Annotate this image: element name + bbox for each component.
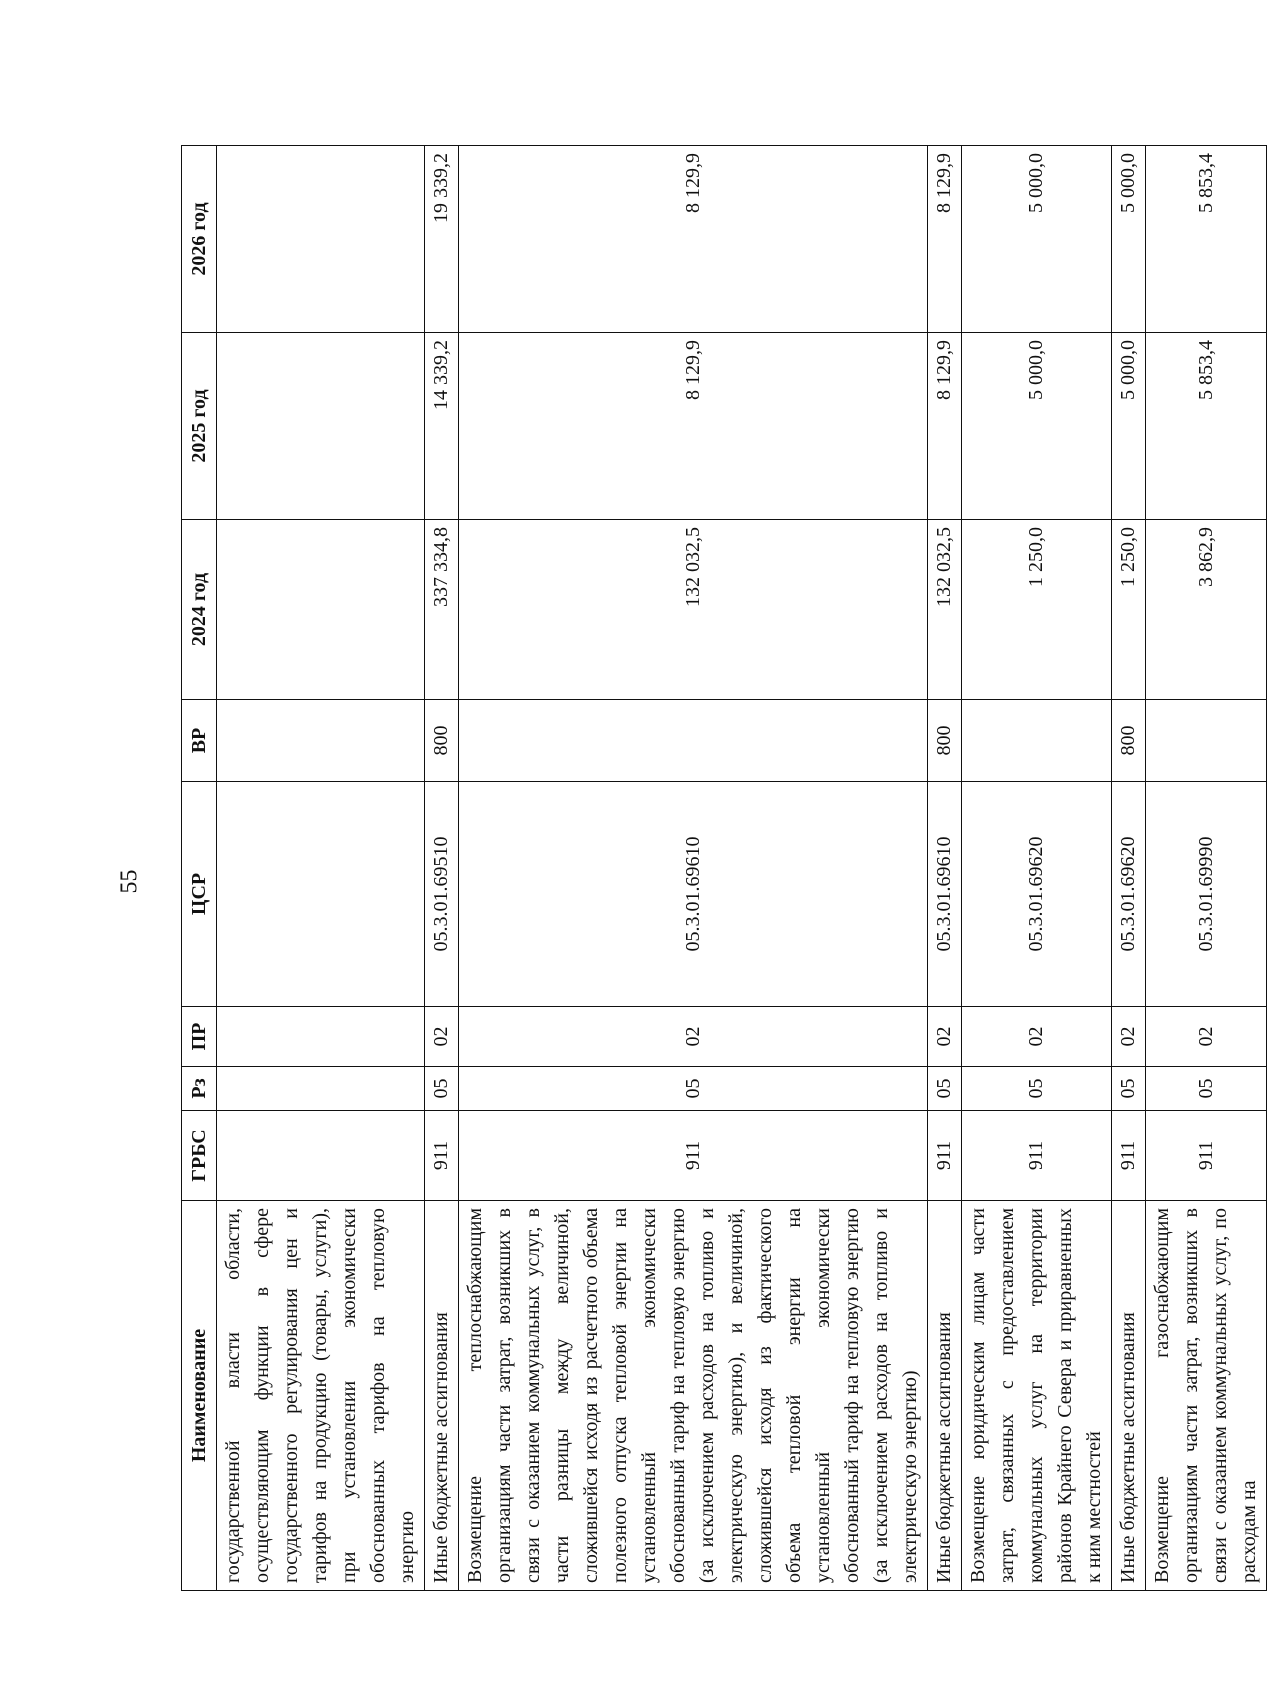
cell-2024: 337 334,8 xyxy=(425,520,459,700)
table-row xyxy=(425,146,459,1591)
cell-pr xyxy=(217,1007,425,1067)
header-vr: ВР xyxy=(182,700,217,782)
cell-2024: 1 250,0 xyxy=(962,520,1112,700)
cell-2026: 19 339,2 xyxy=(425,146,459,333)
cell-2026: 5 853,4 xyxy=(1146,146,1267,333)
table-row xyxy=(928,146,962,1591)
cell-2024: 3 862,9 xyxy=(1146,520,1267,700)
cell-name: Возмещение юридическим лицам части затрат, связанных с предоставлением коммунальных услуг на территории районов Крайнего Севера и приравненных к ним местностей xyxy=(962,1201,1112,1591)
header-pr: ПР xyxy=(182,1007,217,1067)
cell-vr xyxy=(217,700,425,782)
cell-vr xyxy=(962,700,1112,782)
table-row xyxy=(962,146,1112,1591)
cell-2024: 132 032,5 xyxy=(459,520,928,700)
cell-rz xyxy=(217,1067,425,1111)
cell-2025: 8 129,9 xyxy=(928,333,962,520)
cell-grbs: 911 xyxy=(1146,1111,1267,1201)
cell-csr: 05.3.01.69610 xyxy=(928,782,962,1007)
cell-2025: 5 000,0 xyxy=(1112,333,1146,520)
cell-csr: 05.3.01.69610 xyxy=(459,782,928,1007)
cell-pr: 02 xyxy=(962,1007,1112,1067)
cell-2025: 5 000,0 xyxy=(962,333,1112,520)
cell-grbs: 911 xyxy=(928,1111,962,1201)
cell-2024 xyxy=(217,520,425,700)
cell-2025: 8 129,9 xyxy=(459,333,928,520)
cell-2026: 5 000,0 xyxy=(1112,146,1146,333)
header-csr: ЦСР xyxy=(182,782,217,1007)
cell-csr: 05.3.01.69620 xyxy=(1112,782,1146,1007)
cell-grbs: 911 xyxy=(1112,1111,1146,1201)
cell-csr xyxy=(217,782,425,1007)
cell-vr xyxy=(459,700,928,782)
table-row xyxy=(1146,146,1267,1591)
cell-name: Возмещение газоснабжающим организациям части затрат, возникших в связи с оказанием коммунальных услуг, по расходам на xyxy=(1146,1201,1267,1591)
cell-pr: 02 xyxy=(1112,1007,1146,1067)
cell-grbs: 911 xyxy=(459,1111,928,1201)
rotated-table-area xyxy=(181,146,1260,1591)
budget-table xyxy=(181,145,1267,1591)
page-number: 55 xyxy=(116,869,143,894)
cell-grbs: 911 xyxy=(962,1111,1112,1201)
cell-2026 xyxy=(217,146,425,333)
cell-rz: 05 xyxy=(1112,1067,1146,1111)
header-name: Наименование xyxy=(182,1201,217,1591)
cell-vr xyxy=(1146,700,1267,782)
cell-rz: 05 xyxy=(962,1067,1112,1111)
cell-rz: 05 xyxy=(425,1067,459,1111)
table-row xyxy=(1112,146,1146,1591)
header-2026: 2026 год xyxy=(182,146,217,333)
header-2024: 2024 год xyxy=(182,520,217,700)
cell-name: Иные бюджетные ассигнования xyxy=(928,1201,962,1591)
cell-2025: 14 339,2 xyxy=(425,333,459,520)
cell-name: Возмещение теплоснабжающим организациям части затрат, возникших в связи с оказанием коммунальных услуг, в части разницы между величиной, сложившейся исходя из расчетного объема полезного отпуска тепловой энергии на установленный экономически обоснованный тариф на тепловую энергию (за исключением расходов на топливо и электрическую энергию), и величиной, сложившейся исходя из фактического объема тепловой энергии на установленный экономически обоснованный тариф на тепловую энергию (за исключением расходов на топливо и электрическую энергию) xyxy=(459,1201,928,1591)
cell-pr: 02 xyxy=(425,1007,459,1067)
header-grbs: ГРБС xyxy=(182,1111,217,1201)
cell-2026: 8 129,9 xyxy=(928,146,962,333)
cell-name: Иные бюджетные ассигнования xyxy=(425,1201,459,1591)
cell-pr: 02 xyxy=(1146,1007,1267,1067)
cell-csr: 05.3.01.69990 xyxy=(1146,782,1267,1007)
cell-pr: 02 xyxy=(459,1007,928,1067)
cell-2025 xyxy=(217,333,425,520)
cell-grbs xyxy=(217,1111,425,1201)
cell-name: Иные бюджетные ассигнования xyxy=(1112,1201,1146,1591)
cell-vr: 800 xyxy=(425,700,459,782)
cell-csr: 05.3.01.69510 xyxy=(425,782,459,1007)
cell-2026: 8 129,9 xyxy=(459,146,928,333)
cell-name: государственной власти области, осуществляющим функции в сфере государственного регулирования цен и тарифов на продукцию (товары, услуги), при установлении экономически обоснованных тарифов на тепловую энергию xyxy=(217,1201,425,1591)
header-2025: 2025 год xyxy=(182,333,217,520)
table-row xyxy=(459,146,928,1591)
cell-rz: 05 xyxy=(1146,1067,1267,1111)
header-rz: Рз xyxy=(182,1067,217,1111)
cell-2025: 5 853,4 xyxy=(1146,333,1267,520)
cell-rz: 05 xyxy=(928,1067,962,1111)
cell-pr: 02 xyxy=(928,1007,962,1067)
cell-2026: 5 000,0 xyxy=(962,146,1112,333)
cell-2024: 1 250,0 xyxy=(1112,520,1146,700)
table-row xyxy=(217,146,425,1591)
header-row xyxy=(182,146,217,1591)
cell-vr: 800 xyxy=(1112,700,1146,782)
cell-csr: 05.3.01.69620 xyxy=(962,782,1112,1007)
cell-rz: 05 xyxy=(459,1067,928,1111)
table-wrapper xyxy=(181,146,1260,1591)
cell-2024: 132 032,5 xyxy=(928,520,962,700)
cell-vr: 800 xyxy=(928,700,962,782)
cell-grbs: 911 xyxy=(425,1111,459,1201)
